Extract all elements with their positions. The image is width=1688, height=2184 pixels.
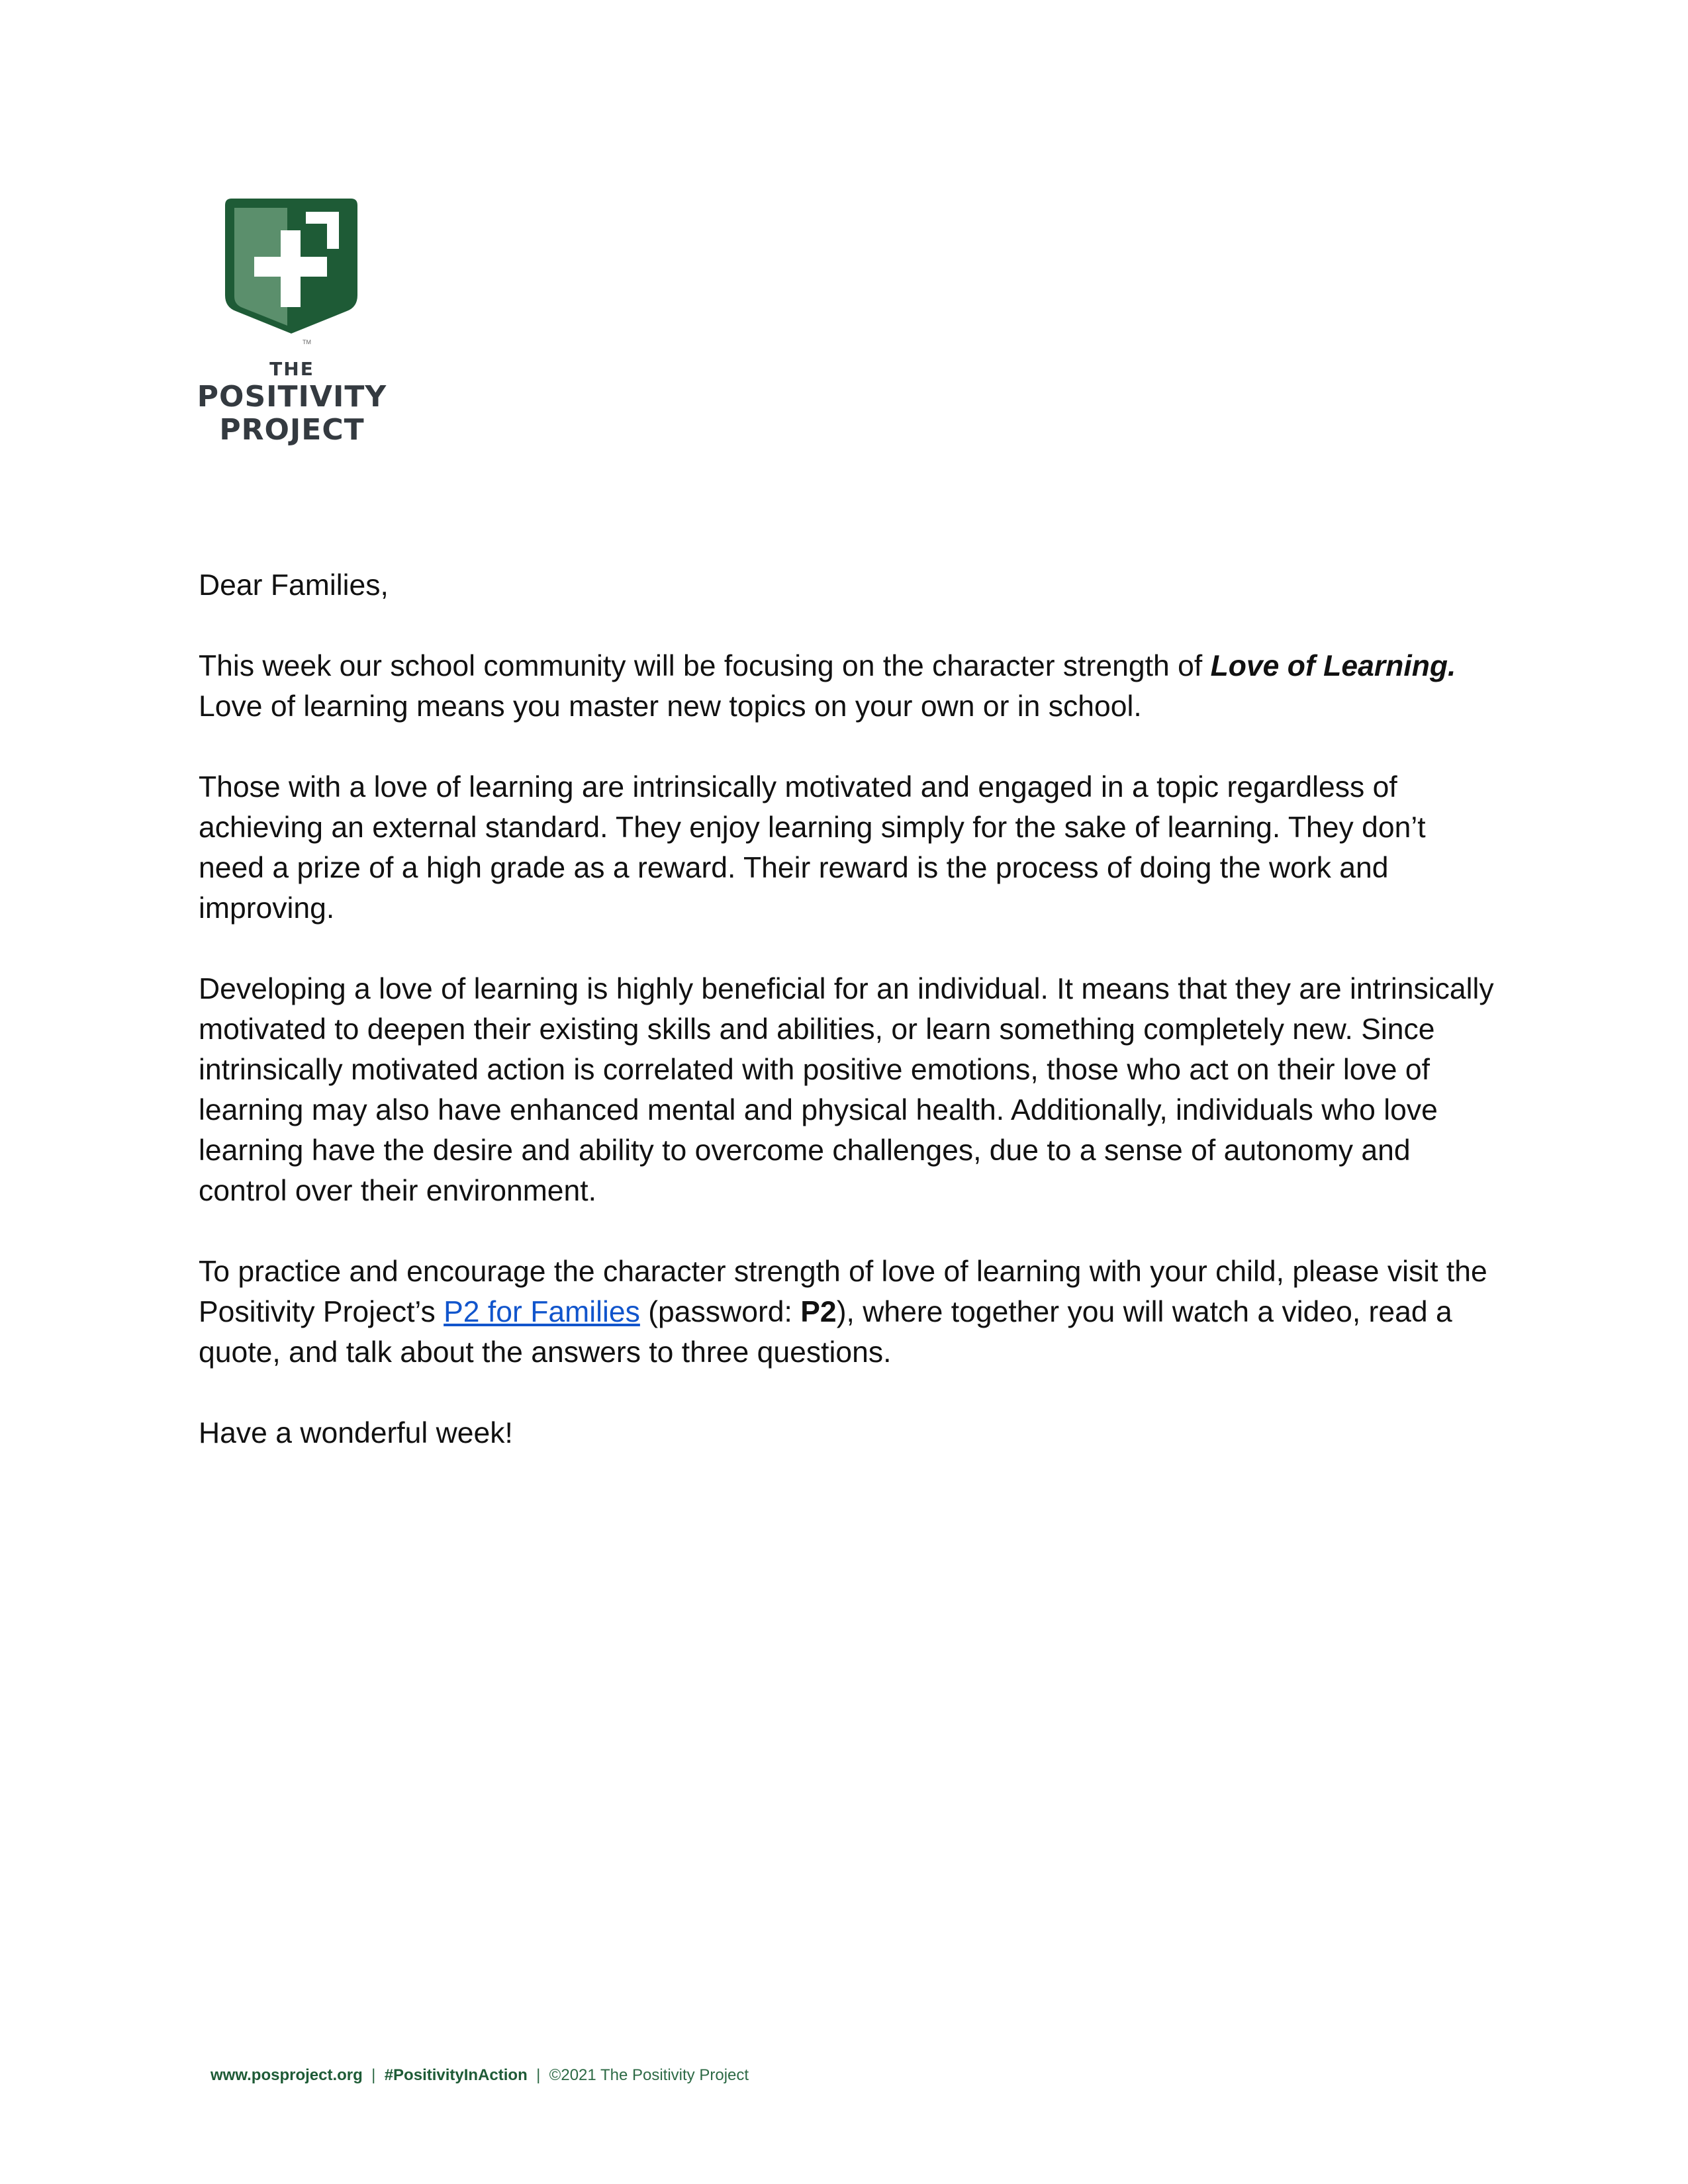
character-strength-name: Love of Learning.: [1210, 650, 1456, 682]
password-value: P2: [800, 1296, 837, 1328]
greeting: Dear Families,: [199, 569, 389, 602]
practice-text: To practice and encourage the character strength of love of learning with your child, please visit the Positivity Project’s: [199, 1255, 1487, 1328]
password-label: (password:: [639, 1296, 801, 1328]
closing: Have a wonderful week!: [199, 1417, 513, 1449]
logo-the: THE: [269, 358, 314, 380]
logo-positivity: POSITIVITY: [197, 380, 387, 414]
footer-website[interactable]: www.posproject.org: [211, 2066, 363, 2084]
intro-paragraph: [199, 646, 1496, 727]
intro-definition: Love of learning means you master new topics on your own or in school.: [199, 690, 1142, 723]
trademark-mark: TM: [303, 339, 311, 345]
logo-project: PROJECT: [219, 413, 365, 447]
footer-copyright: ©2021 The Positivity Project: [549, 2066, 749, 2084]
footer-separator: |: [362, 2066, 385, 2084]
motivation-paragraph: Those with a love of learning are intrinsically motivated and engaged in a topic regardless of achieving an external standard. They enjoy learning simply for the sake of learning. They don’t need a prize of a high grade as a reward. Their reward is the process of doing the work and improving.: [199, 771, 1426, 925]
footer-separator: |: [527, 2066, 549, 2084]
intro-text: This week our school community will be focusing on the character strength of: [199, 650, 1211, 682]
positivity-project-logo: [196, 196, 388, 445]
footer-hashtag: #PositivityInAction: [384, 2066, 528, 2084]
practice-paragraph: [199, 1251, 1496, 1373]
shield-plus-icon: [221, 196, 361, 343]
practice-text-end: ), where together you will watch a video, read a quote, and talk about the answers to three questions.: [199, 1296, 1452, 1369]
footer: [211, 2066, 749, 2085]
letter-body: [199, 565, 1496, 1494]
benefits-paragraph: Developing a love of learning is highly beneficial for an individual. It means that they are intrinsically motivated to deepen their existing skills and abilities, or learn something completely new. Since intrinsically motivated action is correlated with positive emotions, those who act on their love of learning may also have enhanced mental and physical health. Additionally, individuals who love learning have the desire and ability to overcome challenges, due to a sense of autonomy and control over their environment.: [199, 973, 1494, 1207]
p2-for-families-link[interactable]: P2 for Families: [444, 1296, 640, 1328]
